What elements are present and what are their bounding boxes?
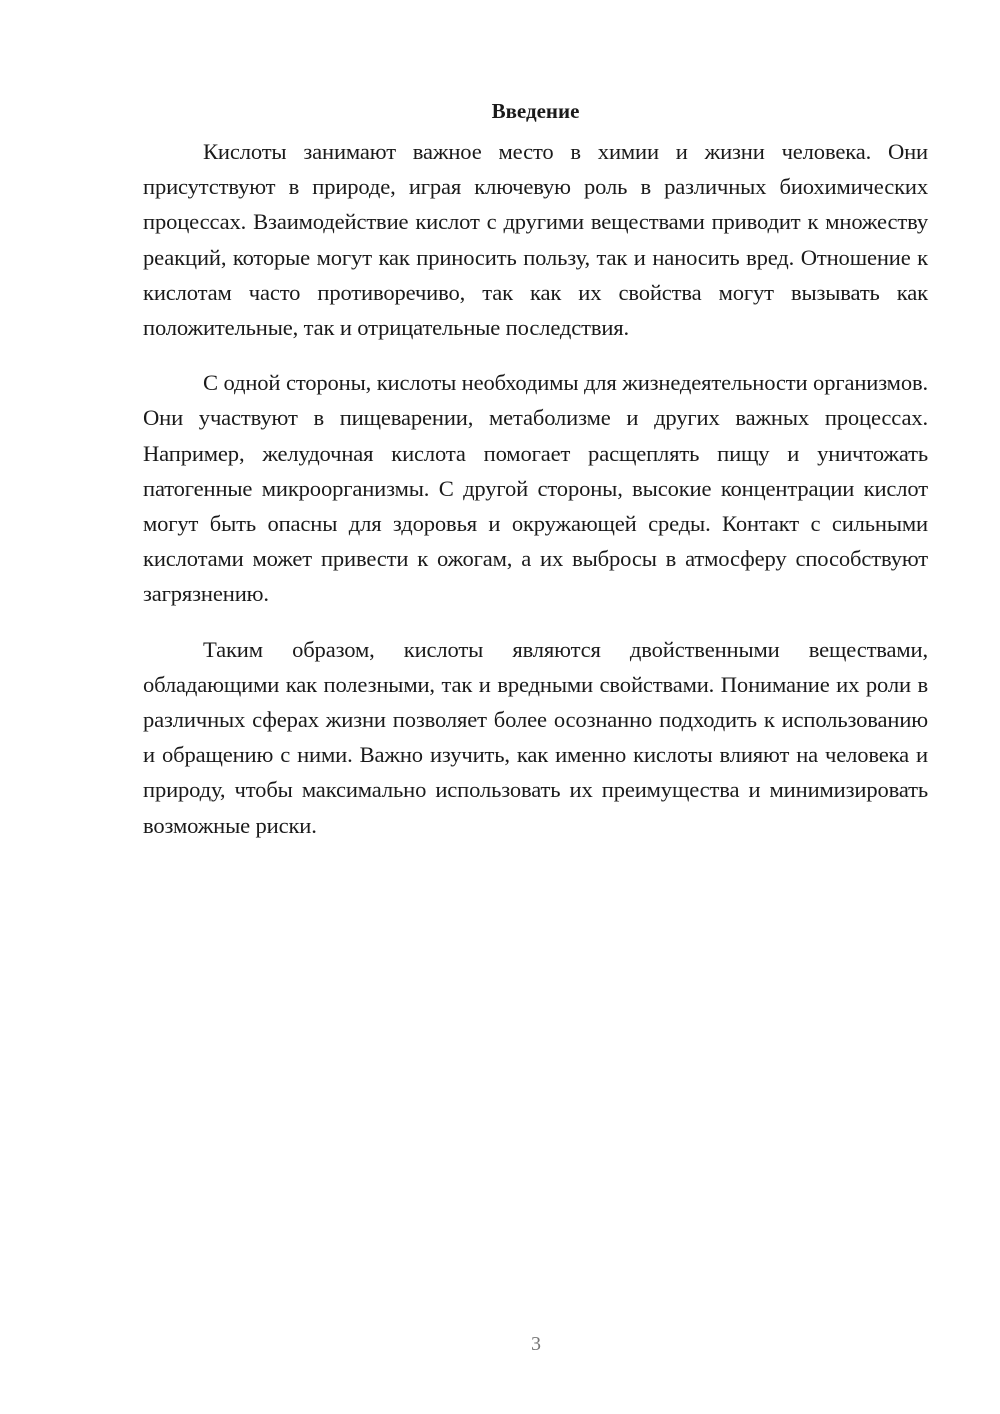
paragraph-benefits-harms: С одной стороны, кислоты необходимы для жизнедеятельности организмов. Они участвуют в пищеварении, метаболизме и других важных процессах. Например, желудочная кислота помогает расщеплять пищу и уничтожать патогенные микроорганизмы. С другой стороны, высокие концентрации кислот могут быть опасны для здоровья и окружающей среды. Контакт с сильными кислотами может привести к ожогам, а их выбросы в атмосферу способствуют загрязнению. [143,370,928,607]
paragraph-conclusion: Таким образом, кислоты являются двойственными веществами, обладающими как полезными, так и вредными свойствами. Понимание их роли в различных сферах жизни позволяет более осознанно подходить к использованию и обращению с ними. Важно изучить, как именно кислоты влияют на человека и природу, чтобы максимально использовать их преимущества и минимизировать возможные риски. [143,636,928,838]
page-number: 3 [531,1333,541,1355]
page-content [143,96,928,863]
paragraph-intro: Кислоты занимают важное место в химии и жизни человека. Они присутствуют в природе, играя ключевую роль в различных биохимических процессах. Взаимодействие кислот с другими веществами приводит к множеству реакций, которые могут как приносить пользу, так и наносить вред. Отношение к кислотам часто противоречиво, так как их свойства могут вызывать как положительные, так и отрицательные последствия. [143,139,928,341]
section-title: Введение [491,99,580,123]
